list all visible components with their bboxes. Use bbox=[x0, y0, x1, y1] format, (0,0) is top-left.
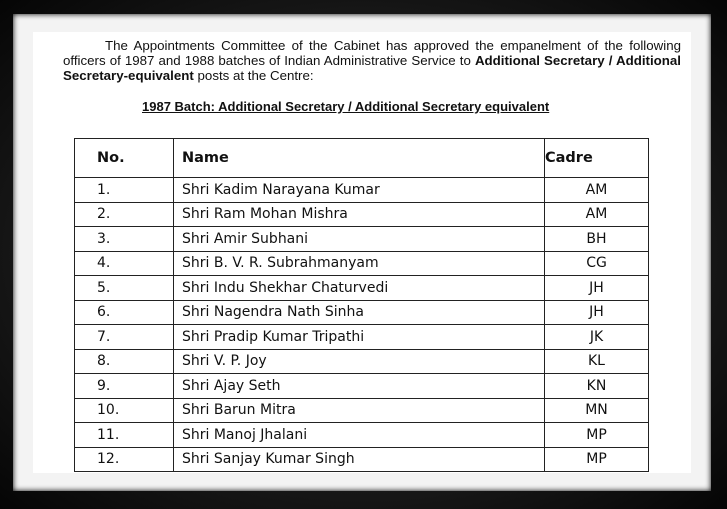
officers-table bbox=[74, 138, 649, 472]
cell-name: Shri Amir Subhani bbox=[174, 227, 545, 252]
cell-no: 10. bbox=[75, 398, 174, 423]
cell-name: Shri Manoj Jhalani bbox=[174, 423, 545, 448]
cell-cadre: MP bbox=[545, 447, 649, 472]
cell-cadre: JH bbox=[545, 300, 649, 325]
header-no: No. bbox=[75, 139, 174, 178]
cell-name: Shri Ram Mohan Mishra bbox=[174, 202, 545, 227]
table-row bbox=[75, 300, 649, 325]
batch-subheading: 1987 Batch: Additional Secretary / Additional Secretary equivalent bbox=[142, 99, 550, 114]
cell-no: 8. bbox=[75, 349, 174, 374]
intro-text: The Appointments Committee of the Cabinet has approved the empanelment of the following officers of 1987 and 1988 batches of Indian Administrative Service to bbox=[63, 38, 681, 68]
table-row bbox=[75, 251, 649, 276]
table-row bbox=[75, 202, 649, 227]
table-header-row bbox=[75, 139, 649, 178]
cell-no: 5. bbox=[75, 276, 174, 301]
cell-name: Shri Sanjay Kumar Singh bbox=[174, 447, 545, 472]
cell-name: Shri Kadim Narayana Kumar bbox=[174, 178, 545, 203]
intro-bold-text: Additional Secretary / Additional Secretary-equivalent bbox=[63, 53, 681, 83]
header-cadre: Cadre bbox=[545, 139, 649, 178]
cell-no: 9. bbox=[75, 374, 174, 399]
cell-no: 4. bbox=[75, 251, 174, 276]
cell-name: Shri Pradip Kumar Tripathi bbox=[174, 325, 545, 350]
cell-cadre: AM bbox=[545, 202, 649, 227]
cell-name: Shri B. V. R. Subrahmanyam bbox=[174, 251, 545, 276]
table-row bbox=[75, 178, 649, 203]
table-row bbox=[75, 276, 649, 301]
cell-cadre: KL bbox=[545, 349, 649, 374]
table-row bbox=[75, 447, 649, 472]
cell-cadre: KN bbox=[545, 374, 649, 399]
header-name: Name bbox=[174, 139, 545, 178]
cell-cadre: MN bbox=[545, 398, 649, 423]
intro-tail-text: posts at the Centre: bbox=[193, 68, 314, 83]
cell-cadre: CG bbox=[545, 251, 649, 276]
table-row bbox=[75, 325, 649, 350]
cell-cadre: JK bbox=[545, 325, 649, 350]
cell-name: Shri Ajay Seth bbox=[174, 374, 545, 399]
cell-no: 2. bbox=[75, 202, 174, 227]
table-row bbox=[75, 227, 649, 252]
cell-name: Shri Indu Shekhar Chaturvedi bbox=[174, 276, 545, 301]
cell-no: 11. bbox=[75, 423, 174, 448]
cell-cadre: JH bbox=[545, 276, 649, 301]
cell-no: 12. bbox=[75, 447, 174, 472]
cell-cadre: BH bbox=[545, 227, 649, 252]
table-row bbox=[75, 349, 649, 374]
cell-no: 6. bbox=[75, 300, 174, 325]
cell-name: Shri V. P. Joy bbox=[174, 349, 545, 374]
document-page bbox=[33, 32, 691, 473]
cell-cadre: AM bbox=[545, 178, 649, 203]
cell-cadre: MP bbox=[545, 423, 649, 448]
table-row bbox=[75, 374, 649, 399]
cell-name: Shri Nagendra Nath Sinha bbox=[174, 300, 545, 325]
cell-no: 7. bbox=[75, 325, 174, 350]
table-row bbox=[75, 398, 649, 423]
cell-no: 1. bbox=[75, 178, 174, 203]
cell-name: Shri Barun Mitra bbox=[174, 398, 545, 423]
cell-no: 3. bbox=[75, 227, 174, 252]
table-row bbox=[75, 423, 649, 448]
intro-paragraph bbox=[63, 38, 681, 83]
